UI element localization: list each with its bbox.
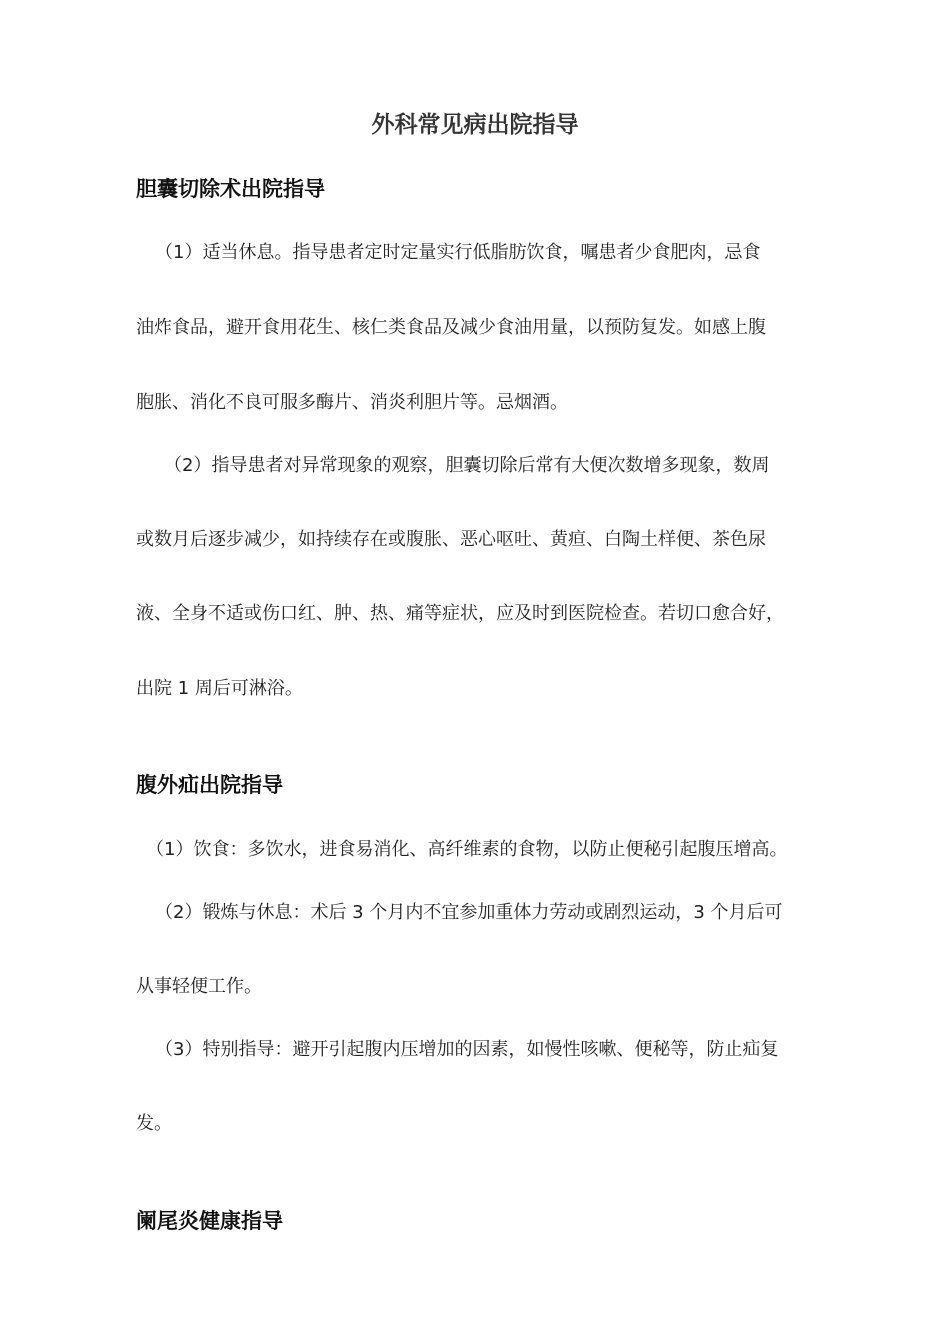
document-title: 外科常见病出院指导: [371, 112, 579, 138]
paragraph-line: 发。: [136, 1113, 172, 1134]
section-heading-appendicitis: 阑尾炎健康指导: [136, 1209, 283, 1233]
paragraph-line: （1）适当休息。指导患者定时定量实行低脂肪饮食，嘱患者少食肥肉，忌食: [155, 242, 761, 263]
paragraph-line: （1）饮食：多饮水，进食易消化、高纤维素的食物，以防止便秘引起腹压增高。: [146, 839, 788, 860]
paragraph-line: 液、全身不适或伤口红、肿、热、痛等症状，应及时到医院检查。若切口愈合好，: [136, 603, 784, 624]
paragraph-line: 出院 1 周后可淋浴。: [136, 678, 303, 699]
paragraph-line: （2）指导患者对异常现象的观察，胆囊切除后常有大便次数增多现象，数周: [164, 455, 770, 476]
section-heading-gallbladder: 胆囊切除术出院指导: [136, 177, 325, 201]
paragraph-line: 或数月后逐步减少，如持续存在或腹胀、恶心呕吐、黄疸、白陶土样便、茶色尿: [136, 529, 766, 550]
paragraph-line: （2）锻炼与休息：术后 3 个月内不宜参加重体力劳动或剧烈运动，3 个月后可: [155, 902, 783, 923]
paragraph-line: 油炸食品，避开食用花生、核仁类食品及减少食油用量，以预防复发。如感上腹: [136, 317, 766, 338]
paragraph-line: 胞胀、消化不良可服多酶片、消炎利胆片等。忌烟酒。: [136, 392, 568, 413]
paragraph-line: （3）特别指导：避开引起腹内压增加的因素，如慢性咳嗽、便秘等，防止疝复: [155, 1039, 779, 1060]
paragraph-line: 从事轻便工作。: [136, 976, 262, 997]
section-heading-hernia: 腹外疝出院指导: [136, 773, 283, 797]
